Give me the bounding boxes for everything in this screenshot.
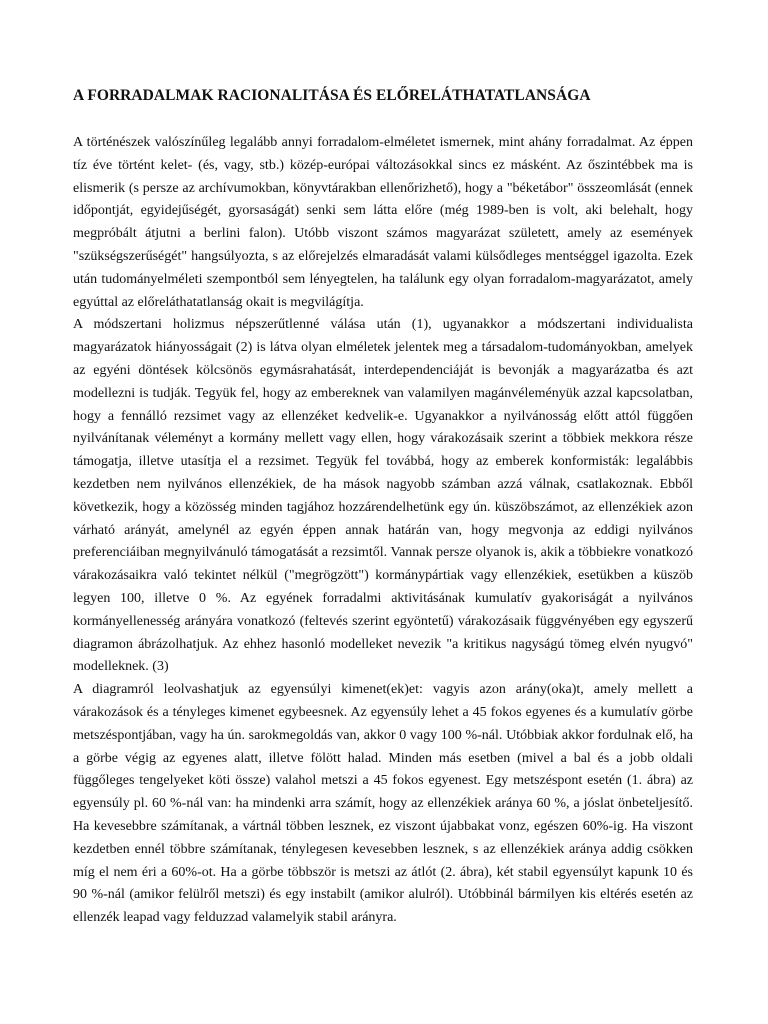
document-title: A FORRADALMAK RACIONALITÁSA ÉS ELŐRELÁTHATATLANSÁGA — [73, 87, 591, 104]
document-page — [73, 86, 693, 930]
paragraph-1: A történészek valószínűleg legalább annyi forradalom-elméletet ismernek, mint ahány forradalmat. Az éppen tíz éve történt kelet- (és, vagy, stb.) közép-európai változásokkal sincs ez másként. Az őszintébbek ma is elismerik (s persze az archívumokban, könyvtárakban ellenőrizhető), hogy a "béketábor" összeomlását (ennek időpontját, egyidejűségét, gyorsaságát) senki sem látta előre (még 1989-ben is volt, aki belehalt, hogy megpróbált átjutni a berlini falon). Utóbb viszont számos magyarázat született, amely az események "szükségszerűségét" hangsúlyozta, s az előrejelzés elmaradását valami külsődleges mentséggel igazolta. Ezek után tudományelméleti szempontból sem lényegtelen, ha találunk egy olyan forradalom-magyarázatot, amely egyúttal az előreláthatatlanság okait is megvilágítja. — [73, 135, 693, 310]
paragraph-2: A módszertani holizmus népszerűtlenné válása után (1), ugyanakkor a módszertani individualista magyarázatok hiányosságait (2) is látva olyan elméletek jelentek meg a társadalom-tudományokban, amelyek az egyéni döntések kölcsönös egymásrahatását, interdependenciáját is bevonják a magyarázatba és azt modellezni is tudják. Tegyük fel, hogy az embereknek van valamilyen magánvéleményük azzal kapcsolatban, hogy a fennálló rezsimet vagy az ellenzéket kedvelik-e. Ugyanakkor a nyilvánosság előtt attól függően nyilvánítanak véleményt a kormány mellett vagy ellen, hogy várakozásaik szerint a többiek mekkora része támogatja, illetve utasítja el a rezsimet. Tegyük fel továbbá, hogy az emberek konformisták: legalábbis kezdetben nem nyilvános ellenzékiek, de ha mások nagyobb számban azzá válnak, csatlakoznak. Ebből következik, hogy a közösség minden tagjához hozzárendelhetünk egy ún. küszöbszámot, az ellenzékiek azon várható arányát, amelynél az egyén éppen annak határán van, hogy megvonja az eddigi nyilvános preferenciáiban megnyilvánuló támogatását a rezsimtől. Vannak persze olyanok is, akik a többiekre vonatkozó várakozásaikra való tekintet nélkül ("megrögzött") kormánypártiak vagy ellenzékiek, esetükben a küszöb legyen 100, illetve 0 %. Az egyének forradalmi aktivitásának kumulatív gyakoriságát a nyilvános kormányellenesség arányára vonatkozó (feltevés szerint egyöntetű) várakozásaik függvényében egy egyszerű diagramon ábrázolhatjuk. Az ehhez hasonló modelleket nevezik "a kritikus nagyságú tömeg elvén nyugvó" modelleknek. (3) — [73, 317, 693, 675]
paragraph-3: A diagramról leolvashatjuk az egyensúlyi kimenet(ek)et: vagyis azon arány(oka)t, amely mellett a várakozások és a tényleges kimenet egybeesnek. Az egyensúly lehet a 45 fokos egyenes és a kumulatív görbe metszéspontjában, vagy ha ún. sarokmegoldás van, akkor 0 vagy 100 %-nál. Utóbbiak akkor fordulnak elő, ha a görbe végig az egyenes alatt, illetve fölött halad. Minden más esetben (mivel a bal és a jobb oldali függőleges tengelyeket köti össze) valahol metszi a 45 fokos egyenest. Egy metszéspont esetén (1. ábra) az egyensúly pl. 60 %-nál van: ha mindenki arra számít, hogy az ellenzékiek aránya 60 %, a jóslat önbeteljesítő. Ha kevesebbre számítanak, a vártnál többen lesznek, ez viszont újabbakat vonz, egészen 60%-ig. Ha viszont kezdetben ennél többre számítanak, ténylegesen kevesebben lesznek, s az ellenzékiek aránya addig csökken míg el nem éri a 60%-ot. Ha a görbe többször is metszi az átlót (2. ábra), két stabil egyensúlyt kapunk 10 és 90 %-nál (amikor felülről metszi) és egy instabilt (amikor alulról). Utóbbinál bármilyen kis eltérés esetén az ellenzék leapad vagy felduzzad valamelyik stabil arányra. — [73, 682, 693, 926]
